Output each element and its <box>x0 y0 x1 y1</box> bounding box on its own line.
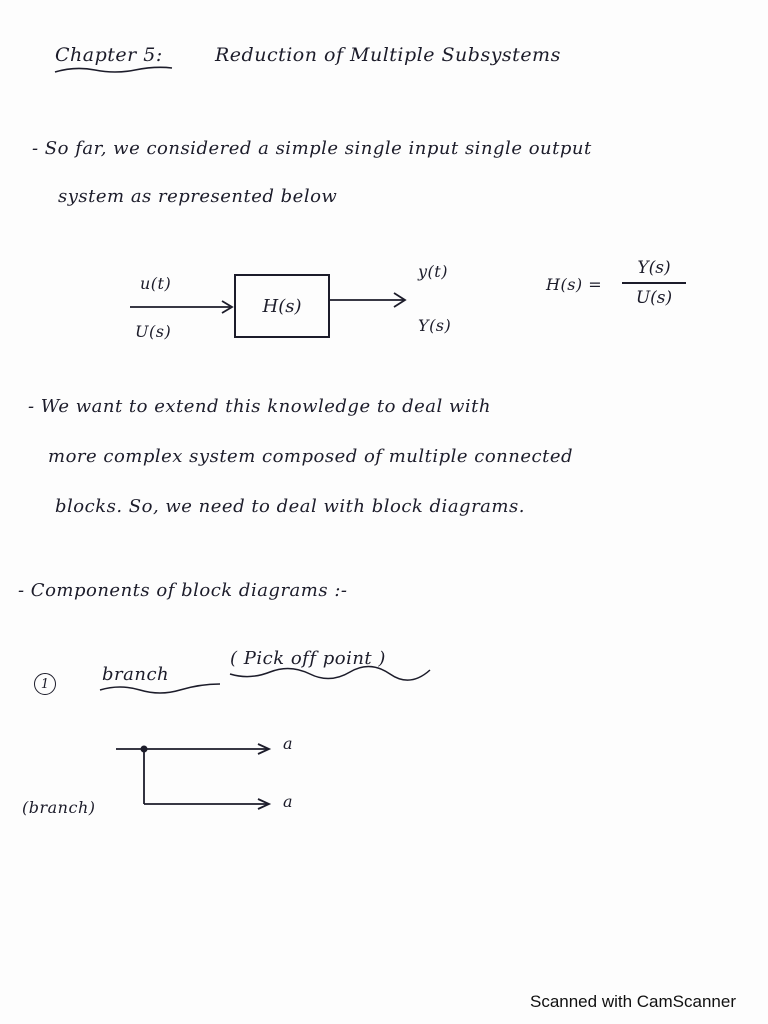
tf-denominator: U(s) <box>635 288 673 308</box>
output-time-label: y(t) <box>418 262 448 281</box>
output-s-label: Y(s) <box>418 316 452 335</box>
extend-line-1: - We want to extend this knowledge to deal with <box>28 396 491 417</box>
tf-lhs: H(s) = <box>546 275 603 294</box>
chapter-title: Reduction of Multiple Subsystems <box>215 44 561 66</box>
branch-underline <box>100 684 220 693</box>
branch-output-top: a <box>283 734 294 753</box>
alias-underline <box>230 666 430 680</box>
camscanner-watermark: Scanned with CamScanner <box>529 992 736 1011</box>
branch-output-bottom: a <box>283 792 294 811</box>
chapter-label: Chapter 5: <box>55 44 163 66</box>
input-s-label: U(s) <box>135 322 172 341</box>
tf-numerator: Y(s) <box>637 258 671 278</box>
extend-line-3: blocks. So, we need to deal with block diagrams. <box>55 496 525 517</box>
pick-off-point-alias: ( Pick off point ) <box>230 648 386 669</box>
branch-caption: (branch) <box>22 798 96 817</box>
title-underline <box>55 67 172 72</box>
intro-line-2: system as represented below <box>58 186 338 207</box>
block-label: H(s) <box>262 295 302 317</box>
branch-term: branch <box>102 664 170 685</box>
item-number-circle: 1 <box>34 673 56 695</box>
input-time-label: u(t) <box>140 274 172 293</box>
components-heading: - Components of block diagrams :- <box>18 580 348 601</box>
extend-line-2: more complex system composed of multiple connected <box>48 446 574 467</box>
intro-line-1: - So far, we considered a simple single input single output <box>32 138 592 159</box>
